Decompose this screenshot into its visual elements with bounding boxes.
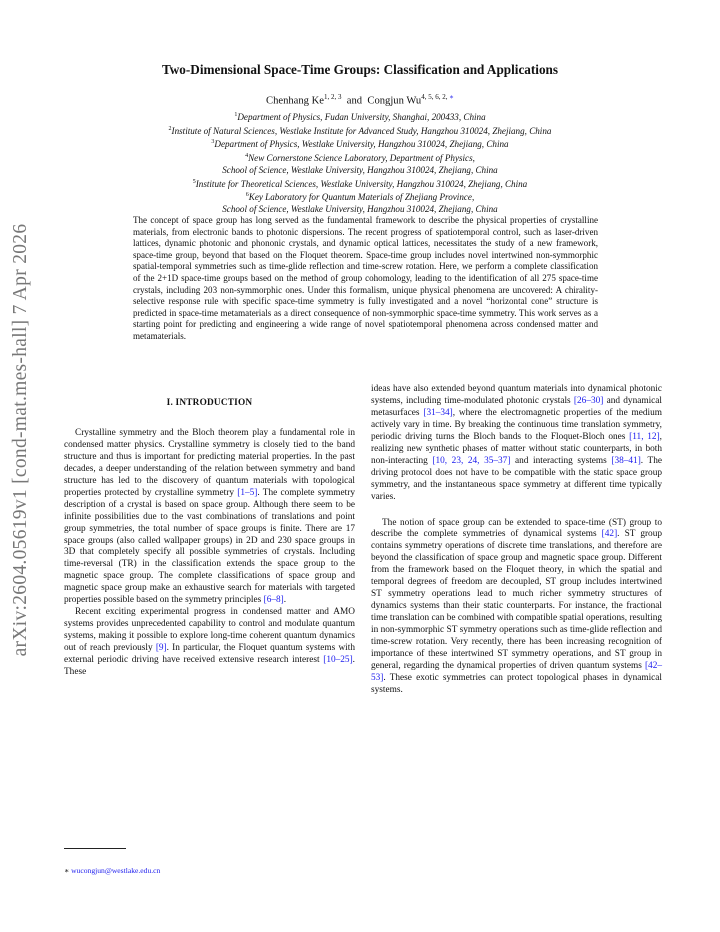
paragraph-text: . These exotic symmetries can protect topological phases in dynamical systems. <box>371 672 662 695</box>
paragraph-text: Crystalline symmetry and the Bloch theorem play a fundamental role in condensed matter physics. Crystalline symmetry is closely tied to the band structure and thus is important for predicting material properties. In the past decades, a deeper understanding of the relation between symmetry and band structure has led to the discovery of quantum materials with topological properties protected by crystalline symmetry <box>64 427 355 498</box>
citation-link[interactable]: [6–8] <box>263 595 284 606</box>
author-conjunction: and <box>346 95 363 107</box>
abstract: The concept of space group has long served as the fundamental framework to describe the physical properties of crystalline materials, from electronic bands to photonic dispersions. The recent progress of spatiotemporal control, such as laser-driven lattices, dynamic photonic and phononic crystals, and dynamic optical lattices, necessitates the study of a new framework, space-time group, beyond that based on the Floquet theorem. Space-time group includes novel intertwined non-symmorphic spatial-temporal symmetries such as time-glide reflection and time-screw rotation. Here, we perform a complete classification of the 2+1D space-time groups based on the method of group cohomology, leading to the identification of all 275 space-time crystals, including 203 non-symmorphic ones. Under this formalism, unique physical phenomena are uncovered: A chirality-selective response rule with specific space-time symmetry is fully investigated and a novel “horizontal cone” structure is predicted in space-time metamaterials as a direct consequence of non-symmorphic space-time symmetry. This work serves as a starting point for predicting and engineering a wide range of novel spatiotemporal phenomena across condensed matter and metamaterials. <box>133 215 598 341</box>
paragraph-text: . The complete symmetry description of a crystal is based on space group. Although there seem to be infinite possibilities due to the vast combinations of translations and point group symmetries, the total number of space groups is finite. There are 17 space groups (also called wallpaper groups) in 2D and 230 space groups in 3D that completely specify all possible symmetries of crystals. Including time-reversal (TR) in the classification extends the space group to the magnetic space group. The complete classifications of space group and magnetic space group make an exhaustive search for materials with targeted properties possible based on the symmetry principles <box>64 487 355 606</box>
affiliation-text: Institute of Natural Sciences, Westlake Institute for Advanced Study, Hangzhou 310024, Zhejiang, China <box>171 125 552 136</box>
footnote-marker: ∗ <box>64 866 70 875</box>
body-paragraph <box>371 384 662 504</box>
affiliation-text: New Cornerstone Science Laboratory, Department of Physics, <box>248 153 475 164</box>
affiliation-text: Department of Physics, Westlake University, Hangzhou 310024, Zhejiang, China <box>214 139 509 150</box>
citation-link[interactable]: [31–34] <box>423 407 453 418</box>
paragraph-text: Recent exciting experimental progress in condensed matter and AMO systems provides unprecedented capability to control and modulate quantum systems, making it possible to explore long-time coherent quantum dynamics out of reach previously <box>64 607 355 654</box>
paragraph-text: . The driving protocol does not have to be compatible with the static space group symmetry, and the instantaneous space symmetry at different time typically varies. <box>371 455 662 502</box>
left-column <box>64 398 355 679</box>
email-link[interactable]: wucongjun@westlake.edu.cn <box>71 866 161 875</box>
citation-link[interactable]: [42–53] <box>371 660 662 683</box>
affiliation-number: 2 <box>168 125 172 132</box>
citation-link[interactable]: [10, 23, 24, 35–37] <box>432 455 511 466</box>
affiliation-text: School of Science, Westlake University, Hangzhou 310024, Zhejiang, China <box>222 164 498 175</box>
affiliation-text: Department of Physics, Fudan University, Shanghai, 200433, China <box>237 112 486 123</box>
author-line <box>0 93 720 107</box>
corresponding-author-link[interactable]: ∗ <box>449 93 454 101</box>
affiliation-line <box>0 110 720 124</box>
affiliation-line <box>0 124 720 138</box>
affiliation-line <box>0 137 720 151</box>
citation-link[interactable]: [1–5] <box>237 487 258 498</box>
paragraph-text: . These <box>64 655 355 678</box>
footnote-rule <box>64 848 126 849</box>
paragraph-text: The notion of space group can be extended to space-time (ST) group to describe the complete symmetries of dynamical systems <box>371 517 662 540</box>
arxiv-identifier-watermark: arXiv:2604.05619v1 [cond-mat.mes-hall] 7 Apr 2026 <box>10 223 31 657</box>
author-wu-affiliations: 4, 5, 6, 2, ∗ <box>421 93 454 101</box>
affiliation-line <box>0 165 720 177</box>
affiliation-line <box>0 177 720 191</box>
affiliation-number: 4 <box>245 153 249 160</box>
right-column <box>371 384 662 697</box>
affiliation-text: Key Laboratory for Quantum Materials of Zhejiang Province, <box>248 192 475 203</box>
body-paragraph <box>371 518 662 697</box>
paragraph-text: and interacting systems <box>510 455 612 466</box>
affiliation-line <box>0 151 720 165</box>
affiliation-number: 1 <box>234 112 238 118</box>
paragraph-text: . In particular, the Floquet quantum systems with external periodic driving have received extensive research interest <box>64 643 355 666</box>
section-heading-introduction: I. INTRODUCTION <box>166 398 253 408</box>
citation-link[interactable]: [42] <box>601 529 618 540</box>
body-paragraph <box>64 607 355 679</box>
paragraph-text: , where the electromagnetic properties of the medium actively vary in time. By breaking the continuous time translation symmetry, periodic driving turns the Bloch bands to the Floquet-Bloch ones <box>371 407 662 442</box>
affiliation-text: School of Science, Westlake University, Hangzhou 310024, Zhejiang, China <box>222 204 498 215</box>
affiliation-number: 6 <box>245 192 249 199</box>
paragraph-text: and dynamical metasurfaces <box>371 395 662 418</box>
citation-link[interactable]: [38–41] <box>611 455 641 466</box>
citation-link[interactable]: [26–30] <box>573 395 604 406</box>
author-wu: Congjun Wu <box>367 95 422 107</box>
paragraph-text: , realizing new synthetic phases of matter without static counterparts, in both non-interacting <box>371 431 662 466</box>
author-ke-affiliations: 1, 2, 3 <box>323 93 342 101</box>
paragraph-text: ideas have also extended beyond quantum materials into dynamical photonic systems, including time-modulated photonic crystals <box>371 384 662 406</box>
footnote <box>64 866 160 875</box>
paragraph-text: . <box>283 595 287 606</box>
citation-link[interactable]: [10–25] <box>323 655 353 666</box>
affiliation-number: 3 <box>211 139 215 146</box>
citation-link[interactable]: [9] <box>155 643 167 654</box>
affiliation-number: 5 <box>192 178 196 185</box>
body-paragraph <box>64 428 355 607</box>
left-column-paragraphs <box>64 428 355 679</box>
paper-title: Two-Dimensional Space-Time Groups: Classification and Applications <box>161 62 559 77</box>
author-ke: Chenhang Ke <box>266 95 324 107</box>
paragraph-text: . ST group contains symmetry operations of discrete time translations, and therefore are beyond the classification of space group and magnetic space group. Different from the framework based on the Floquet theory, in which the spatial and temporal degrees of freedom are decoupled, ST group includes intertwined ST symmetry operations lead to much richer symmetry structures of dynamics systems than their static counterparts. For instance, the fractional time translation can be combined with compatible spatial operations, resulting in non-symmorphic ST symmetry operations such as time-glide reflection and time-screw rotation. Very recently, there has been increasing recognition of importance of these intertwined ST symmetry operations, and ST group in general, regarding the dynamical properties of driven quantum systems <box>371 529 663 671</box>
affiliation-line <box>0 190 720 204</box>
citation-link[interactable]: [11, 12] <box>629 431 660 442</box>
affiliation-text: Institute for Theoretical Sciences, Westlake University, Hangzhou 310024, Zhejiang, China <box>195 178 528 189</box>
affiliations-block <box>0 110 720 216</box>
